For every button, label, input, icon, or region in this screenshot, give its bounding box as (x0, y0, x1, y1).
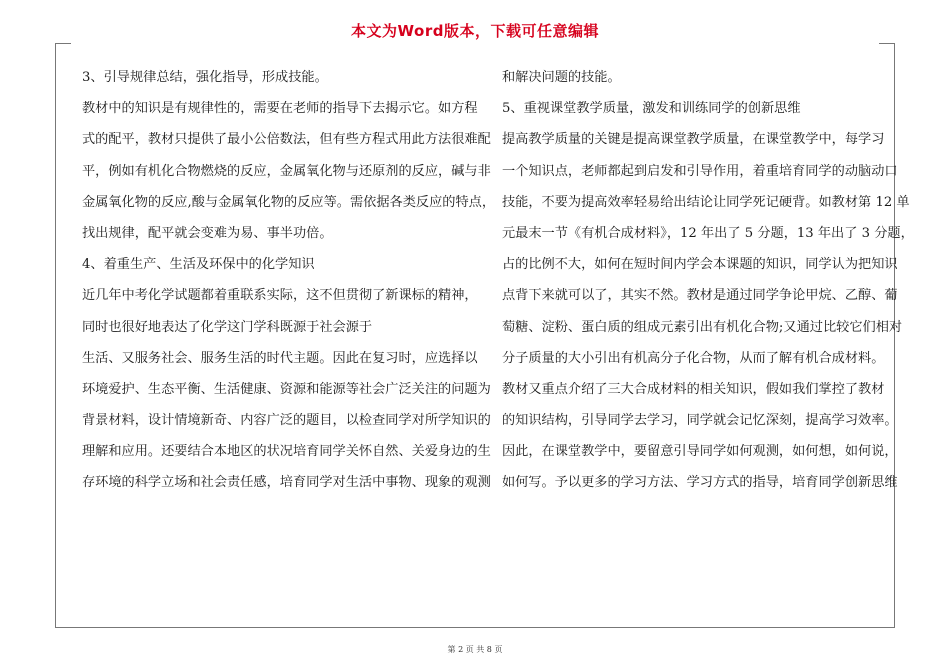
page-corner-top-right (879, 43, 895, 60)
text-line: 生活、又服务社会、服务生活的时代主题。因此在复习时，应选择以 (82, 350, 478, 366)
text-line: 提高教学质量的关键是提高课堂教学质量，在课堂教学中，每学习 (502, 132, 885, 148)
text-line: 分子质量的大小引出有机高分子化合物，从而了解有机合成材料。 (502, 350, 885, 366)
text-line: 环境爱护、生态平衡、生活健康、资源和能源等社会广泛关注的问题为 (82, 381, 491, 397)
text-line: 点背下来就可以了，其实不然。教材是通过同学争论甲烷、乙醇、葡 (502, 288, 898, 304)
text-line: 平，例如有机化合物燃烧的反应，金属氧化物与还原剂的反应，碱与非 (82, 163, 491, 179)
text-line: 存环境的科学立场和社会责任感，培育同学对生活中事物、现象的观测 (82, 475, 491, 491)
page-number-footer: 第 2 页 共 8 页 (447, 645, 503, 654)
text-line: 因此，在课堂教学中，要留意引导同学如何观测，如何想，如何说， (502, 444, 898, 460)
text-line: 教材中的知识是有规律性的，需要在老师的指导下去揭示它。如方程 (82, 101, 478, 117)
text-line: 理解和应用。还要结合本地区的状况培育同学关怀自然、关爱身边的生 (82, 444, 491, 460)
text-line: 技能，不要为提高效率轻易给出结论让同学死记硬背。如教材第 12 单 (502, 194, 910, 210)
text-line: 萄糖、淀粉、蛋白质的组成元素引出有机化合物;又通过比较它们相对 (502, 319, 903, 335)
page-corner-top-left (55, 43, 71, 60)
text-line: 如何写。予以更多的学习方法、学习方式的指导，培育同学创新思维 (502, 475, 898, 491)
text-line: 式的配平，教材只提供了最小公倍数法，但有些方程式用此方法很难配 (82, 132, 491, 148)
text-line: 背景材料，设计情境新奇、内容广泛的题目，以检查同学对所学知识的 (82, 413, 491, 429)
text-line: 和解决问题的技能。 (502, 70, 621, 85)
text-line: 同时也很好地表达了化学这门学科既源于社会源于 (82, 319, 373, 335)
text-line: 一个知识点，老师都起到启发和引导作用，着重培育同学的动脑动口 (502, 163, 898, 179)
text-line: 4、着重生产、生活及环保中的化学知识 (82, 257, 315, 273)
text-line: 占的比例不大，如何在短时间内学会本课题的知识，同学认为把知识 (502, 257, 898, 273)
text-line: 金属氧化物的反应,酸与金属氧化物的反应等。需依据各类反应的特点， (82, 194, 496, 210)
text-line: 找出规律，配平就会变难为易、事半功倍。 (82, 225, 333, 241)
text-line: 3、引导规律总结，强化指导，形成技能。 (82, 70, 328, 85)
left-text-column (82, 62, 496, 499)
text-line: 近几年中考化学试题都着重联系实际，这不但贯彻了新课标的精神， (82, 288, 478, 304)
text-line: 5、重视课堂教学质量，激发和训练同学的创新思维 (502, 101, 801, 117)
text-line: 元最末一节《有机合成材料》，12 年出了 5 分题，13 年出了 3 分题， (502, 225, 914, 241)
right-text-column (502, 62, 914, 499)
text-line: 的知识结构，引导同学去学习，同学就会记忆深刻，提高学习效率。 (502, 413, 898, 429)
word-version-banner: 本文为Word版本，下载可任意编辑 (351, 22, 599, 40)
text-line: 教材又重点介绍了三大合成材料的相关知识，假如我们掌控了教材 (502, 381, 885, 397)
